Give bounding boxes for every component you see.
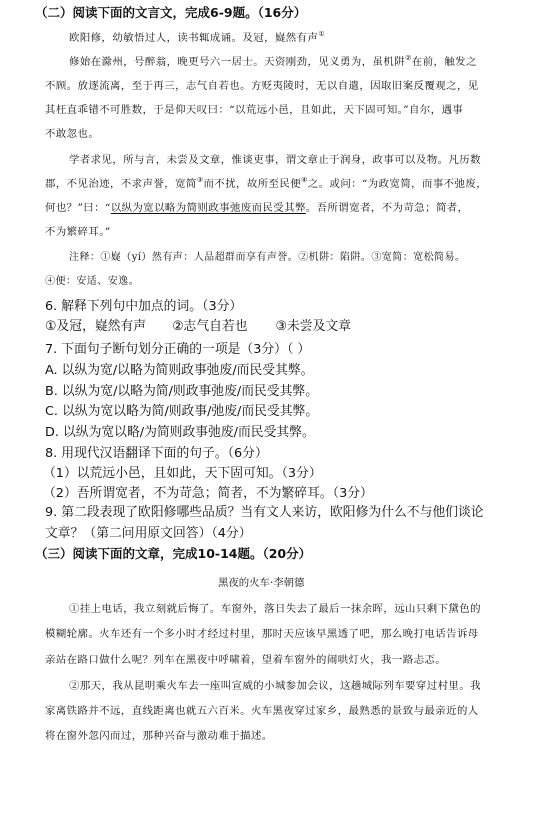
question-6-items: ①及冠，嶷然有声 ②志气自若也 ③未尝及文章: [45, 319, 351, 334]
question-7-option-a: A. 以纵为宽/以略为简则政事弛废/而民受其弊。: [45, 363, 314, 378]
question-7-option-b: B. 以纵为宽/以略为简/则政事弛废/而民受其弊。: [45, 384, 318, 399]
article-line: 模糊轮廓。火车还有一个多小时才经过村里，那时天应该早黑透了吧，那么晚打电话告诉母: [45, 628, 479, 640]
question-7-option-d: D. 以纵为宽以略/为简则政事弛废/而民受其弊。: [45, 425, 315, 440]
underlined-sentence: 以纵为宽以略为简则政事弛废而民受其弊: [110, 202, 306, 214]
passage-line: 郡，不见治迹，不求声誉，宽简③而不扰，故所至民便④之。或问：“为政宽简，而事不弛废，: [45, 176, 488, 190]
question-7-option-c: C. 以纵为宽以略为简/则政事/弛废/而民受其弊。: [45, 404, 319, 419]
passage-line: 欧阳修，幼敏悟过人，读书辄成诵。及冠，嶷然有声①: [69, 30, 326, 44]
article-line: 亲站在路口做什么呢？列车在黑夜中呼啸着，望着车窗外的闹哄灯火，我一路忐忑。: [45, 654, 447, 666]
article-title: 黑夜的火车·李朝德: [218, 577, 305, 589]
question-9-cont: 文章？（第二问用原文回答）（4分）: [45, 526, 252, 541]
article-line: 将在窗外忽闪而过，那种兴奋与激动难于描述。: [45, 730, 273, 742]
passage-line: 何也？”曰：“以纵为宽以略为简则政事弛废而民受其弊。吾所谓宽者，不为苛急；简者，: [45, 202, 469, 214]
question-8: 8. 用现代汉语翻译下面的句子。（6分）: [45, 446, 268, 461]
passage-line: 不顾。放逐流离，至于再三，志气自若也。方贬夷陵时，无以自遣，因取旧案反覆观之，见: [45, 80, 479, 92]
question-9: 9. 第二段表现了欧阳修哪些品质？当有文人来访，欧阳修为什么不与他们谈论: [45, 505, 484, 520]
notes-line: ④便：安适、安逸。: [45, 276, 140, 287]
question-8-part-1: （1）以荒远小邑，且如此，天下固可知。（3分）: [43, 466, 322, 481]
passage-line: 其枉直乖错不可胜数，于是仰天叹曰：“以荒远小邑，且如此，天下固可知。”自尔，遇事: [45, 104, 464, 116]
question-7: 7. 下面句子断句划分正确的一项是（3分）（ ）: [45, 342, 311, 357]
passage-line: 不为繁碎耳。”: [45, 226, 111, 238]
passage-line: 修始在滁州，号醉翁，晚更号六一居士。天资刚劲，见义勇为，虽机阱②在前，触发之: [69, 54, 477, 68]
section3-header: （三）阅读下面的文章，完成10-14题。（20分）: [35, 546, 312, 561]
question-6: 6. 解释下列句中加点的词。（3分）: [45, 299, 243, 314]
article-line: ①挂上电话，我立刻就后悔了。车窗外，落日失去了最后一抹余晖，远山只剩下黛色的: [69, 603, 481, 615]
article-line: ②那天，我从昆明乘火车去一座叫宣威的小城参加会议，这趟城际列车要穿过村里。我: [69, 680, 481, 692]
passage-line: 学者求见，所与言，未尝及文章，惟谈吏事，谓文章止于润身，政事可以及物。凡历数: [69, 154, 481, 166]
notes-line: 注释：①嶷（yí）然有声：人品超群而享有声誉。②机阱：陷阱。③宽简：宽松简易。: [69, 252, 466, 263]
passage-line: 不敢忽也。: [45, 128, 100, 140]
question-8-part-2: （2）吾所谓宽者，不为苛急；简者，不为繁碎耳。（3分）: [43, 486, 373, 501]
article-line: 家离铁路并不远，直线距离也就五六百米。火车黑夜穿过家乡，最熟悉的景致与最亲近的人: [45, 705, 479, 717]
section2-header: （二）阅读下面的文言文，完成6-9题。（16分）: [35, 5, 307, 20]
